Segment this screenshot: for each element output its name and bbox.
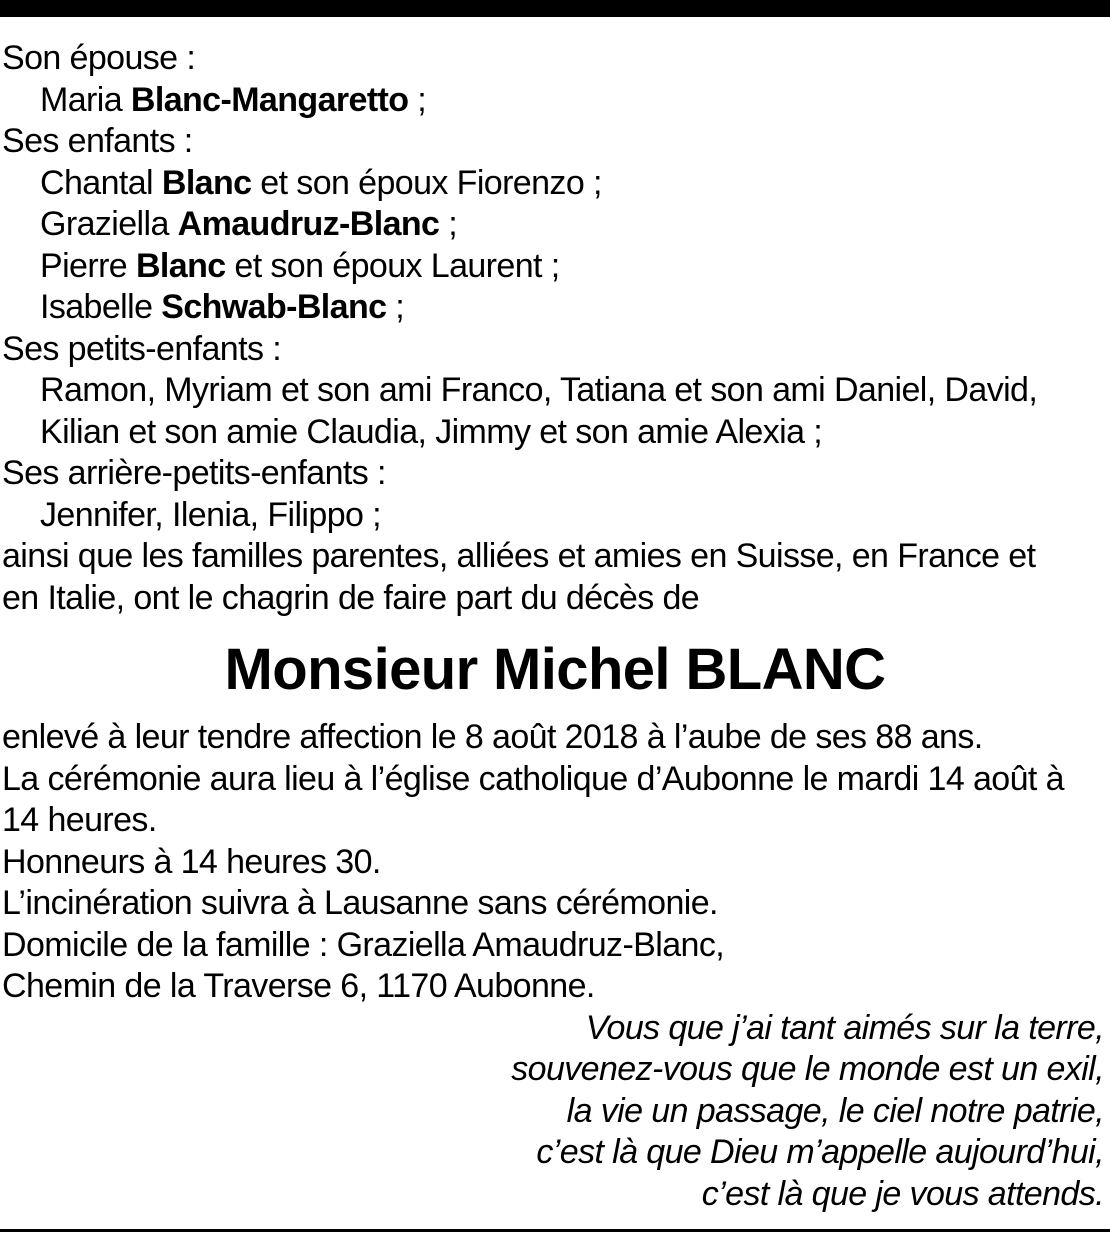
deceased-name: Monsieur Michel BLANC xyxy=(224,637,886,702)
great-grandchildren-heading: Ses arrière-petits-enfants : xyxy=(2,454,386,492)
entry-rest: et son époux Laurent ; xyxy=(225,246,560,285)
family-name: Blanc xyxy=(135,246,226,285)
details-line: Domicile de la famille : Graziella Amaudruz-Blanc, xyxy=(2,925,725,964)
first-name: Isabelle xyxy=(40,288,153,326)
family-name: Amaudruz-Blanc xyxy=(177,205,440,243)
spouse-entry xyxy=(2,80,1108,122)
grandchildren-line: Ramon, Myriam et son ami Franco, Tatiana et son ami Daniel, David, xyxy=(40,371,1038,409)
spouse-heading: Son épouse : xyxy=(2,39,196,77)
details-line: La cérémonie aura lieu à l’église catholique d’Aubonne le mardi 14 août à xyxy=(2,759,1064,798)
first-name: Graziella xyxy=(40,205,169,243)
details-line: 14 heures. xyxy=(2,801,157,839)
family-name: Blanc-Mangaretto xyxy=(130,80,409,119)
child-entry xyxy=(2,204,1108,246)
poem-line: c’est là que Dieu m’appelle aujourd’hui, xyxy=(536,1133,1104,1171)
grandchildren-heading: Ses petits-enfants : xyxy=(2,329,282,368)
first-name: Pierre xyxy=(40,246,128,285)
details-line: L’incinération suivra à Lausanne sans cérémonie. xyxy=(2,884,718,922)
entry-rest: ; xyxy=(408,80,427,119)
first-name: Chantal xyxy=(40,163,153,202)
poem-line: souvenez-vous que le monde est un exil, xyxy=(511,1050,1104,1088)
child-entry xyxy=(2,163,1108,205)
family-name: Blanc xyxy=(161,163,252,202)
great-grandchildren-line: Jennifer, Ilenia, Filippo ; xyxy=(40,495,381,534)
entry-rest: ; xyxy=(386,288,405,326)
poem-line: Vous que j’ai tant aimés sur la terre, xyxy=(585,1008,1104,1047)
poem-line: c’est là que je vous attends. xyxy=(701,1174,1104,1213)
children-heading: Ses enfants : xyxy=(2,122,193,160)
bottom-rule xyxy=(0,1229,1110,1232)
poem-line: la vie un passage, le ciel notre patrie, xyxy=(566,1091,1104,1130)
poem xyxy=(2,1008,1108,1216)
child-entry xyxy=(2,246,1108,288)
entry-rest: et son époux Fiorenzo ; xyxy=(251,163,602,202)
family-name: Schwab-Blanc xyxy=(161,288,387,326)
details-line: Chemin de la Traverse 6, 1170 Aubonne. xyxy=(2,967,595,1005)
details-line: enlevé à leur tendre affection le 8 août 2018 à l’aube de ses 88 ans. xyxy=(2,718,983,756)
obituary-text xyxy=(2,38,1108,1215)
families-line: en Italie, ont le chagrin de faire part du décès de xyxy=(2,578,700,617)
entry-rest: ; xyxy=(439,205,458,243)
details-line: Honneurs à 14 heures 30. xyxy=(2,842,381,881)
child-entry xyxy=(2,287,1108,329)
first-name: Maria xyxy=(40,80,123,119)
families-line: ainsi que les familles parentes, alliées et amies en Suisse, en France et xyxy=(2,537,1036,575)
grandchildren-line: Kilian et son amie Claudia, Jimmy et son amie Alexia ; xyxy=(40,412,823,451)
top-rule xyxy=(0,0,1110,17)
